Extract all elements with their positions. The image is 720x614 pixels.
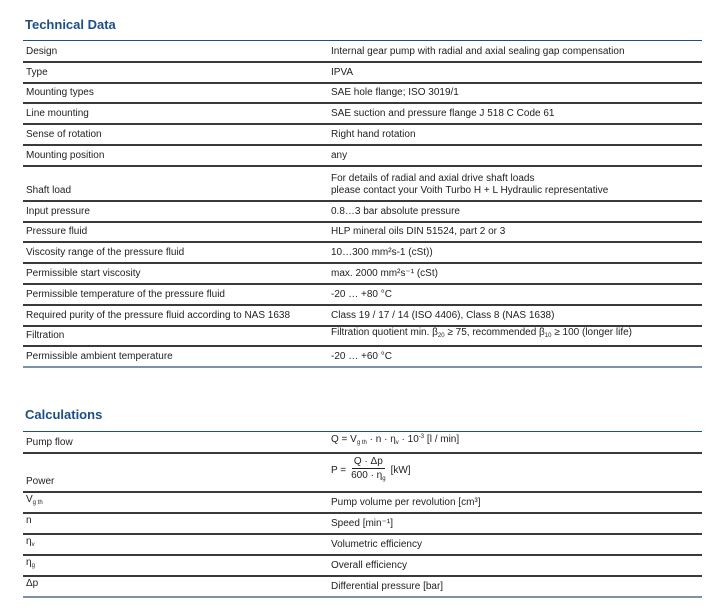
row-value: 10…300 mm²s-1 (cSt)): [331, 247, 433, 258]
row-label: Pump flow: [26, 437, 73, 448]
symbol: [23, 578, 331, 596]
row-label: Power: [26, 476, 55, 487]
symbol-subscript: g: [31, 563, 35, 569]
row-label: Required purity of the pressure fluid according to NAS 1638: [26, 310, 291, 321]
formula-part: 600 · η: [351, 470, 383, 481]
calculations-table: [23, 431, 702, 598]
table-row: [23, 41, 702, 63]
row-label: Sense of rotation: [26, 129, 102, 140]
symbol-text: V: [26, 494, 33, 505]
row-label: Permissible temperature of the pressure fluid: [26, 289, 225, 300]
formula-unit: [l / min]: [424, 434, 460, 445]
row-label: Permissible start viscosity: [26, 268, 141, 279]
formula-subscript: g: [382, 476, 386, 482]
row-label: Shaft load: [26, 185, 72, 196]
formula-subscript: v: [395, 440, 399, 446]
row-value: IPVA: [331, 67, 354, 78]
symbol-subscript: v: [31, 542, 35, 548]
row-label: Permissible ambient temperature: [26, 351, 173, 362]
formula-subscript: g th: [356, 440, 367, 446]
filtration-text: Filtration quotient min. β: [331, 327, 438, 338]
formula-lhs: P =: [331, 464, 347, 476]
symbol: [23, 536, 331, 554]
table-row: [23, 514, 702, 535]
row-label: Type: [26, 67, 48, 78]
fraction-numerator: Q · Δp: [353, 456, 383, 467]
row-value: -20 … +60 °C: [331, 351, 392, 362]
table-row: [23, 432, 702, 454]
row-label: Pressure fluid: [26, 226, 88, 237]
symbol-text: n: [26, 515, 32, 526]
symbol: [23, 557, 331, 575]
fraction-denominator: [349, 469, 387, 485]
row-value: any: [331, 150, 348, 161]
filtration-text: ≥ 100 (longer life): [551, 327, 633, 338]
pump-flow-formula: [331, 431, 702, 452]
row-label: Mounting position: [26, 150, 105, 161]
symbol-description: Speed [min⁻¹]: [331, 518, 393, 529]
row-value: SAE suction and pressure flange J 518 C Code 61: [331, 108, 555, 119]
beta-subscript: 20: [437, 333, 445, 339]
table-row: [23, 577, 702, 598]
row-value: For details of radial and axial drive shaft loads please contact your Voith Turbo H + L Hydraulic representative: [331, 173, 609, 196]
table-row: [23, 125, 702, 146]
table-row: [23, 223, 702, 243]
row-value: Right hand rotation: [331, 129, 416, 140]
formula-unit: [kW]: [390, 464, 411, 476]
row-label: Mounting types: [26, 87, 94, 98]
symbol-text: Δp: [26, 578, 39, 589]
formula-part: · 10: [398, 434, 419, 445]
table-row: [23, 104, 702, 125]
table-row: [23, 243, 702, 264]
table-row: [23, 327, 702, 347]
symbol-description: Volumetric efficiency: [331, 539, 422, 550]
technical-data-table: [23, 40, 702, 368]
row-value: max. 2000 mm²s⁻¹ (cSt): [331, 268, 438, 279]
power-formula: [331, 456, 702, 491]
formula-superscript: -3: [418, 434, 425, 440]
symbol-text: η: [26, 557, 32, 568]
technical-data-title: Technical Data: [25, 17, 116, 32]
row-value: SAE hole flange; ISO 3019/1: [331, 87, 459, 98]
row-value: [331, 327, 702, 345]
table-row: [23, 285, 702, 306]
table-row: [23, 202, 702, 223]
symbol: [23, 515, 331, 533]
symbol: [23, 494, 331, 512]
symbol-description: Pump volume per revolution [cm³]: [331, 497, 481, 508]
table-row: [23, 167, 702, 202]
table-row: [23, 535, 702, 556]
row-label: Line mounting: [26, 108, 89, 119]
table-row: [23, 84, 702, 104]
row-label: Filtration: [26, 330, 65, 341]
symbol-text: η: [26, 536, 32, 547]
row-value: HLP mineral oils DIN 51524, part 2 or 3: [331, 226, 506, 237]
table-row: [23, 306, 702, 327]
table-row: [23, 146, 702, 167]
formula-part: · n · η: [366, 434, 396, 445]
beta-subscript: 10: [544, 333, 552, 339]
formula-part: Q = V: [331, 434, 357, 445]
row-label: Viscosity range of the pressure fluid: [26, 247, 185, 258]
table-row: [23, 454, 702, 493]
calculations-title: Calculations: [25, 407, 103, 422]
row-value: Class 19 / 17 / 14 (ISO 4406), Class 8 (NAS 1638): [331, 310, 555, 321]
table-row: [23, 264, 702, 285]
formula-fraction: [349, 456, 387, 485]
row-label: Input pressure: [26, 206, 90, 217]
filtration-text: ≥ 75, recommended β: [444, 327, 545, 338]
symbol-subscript: g th: [32, 500, 43, 506]
row-value: 0.8…3 bar absolute pressure: [331, 206, 460, 217]
symbol-description: Differential pressure [bar]: [331, 581, 444, 592]
table-row: [23, 63, 702, 84]
row-value: Internal gear pump with radial and axial sealing gap compensation: [331, 46, 625, 57]
row-label: Design: [26, 46, 58, 57]
table-row: [23, 347, 702, 368]
row-value: -20 … +80 °C: [331, 289, 392, 300]
table-row: [23, 556, 702, 577]
table-row: [23, 493, 702, 514]
symbol-description: Overall efficiency: [331, 560, 407, 571]
